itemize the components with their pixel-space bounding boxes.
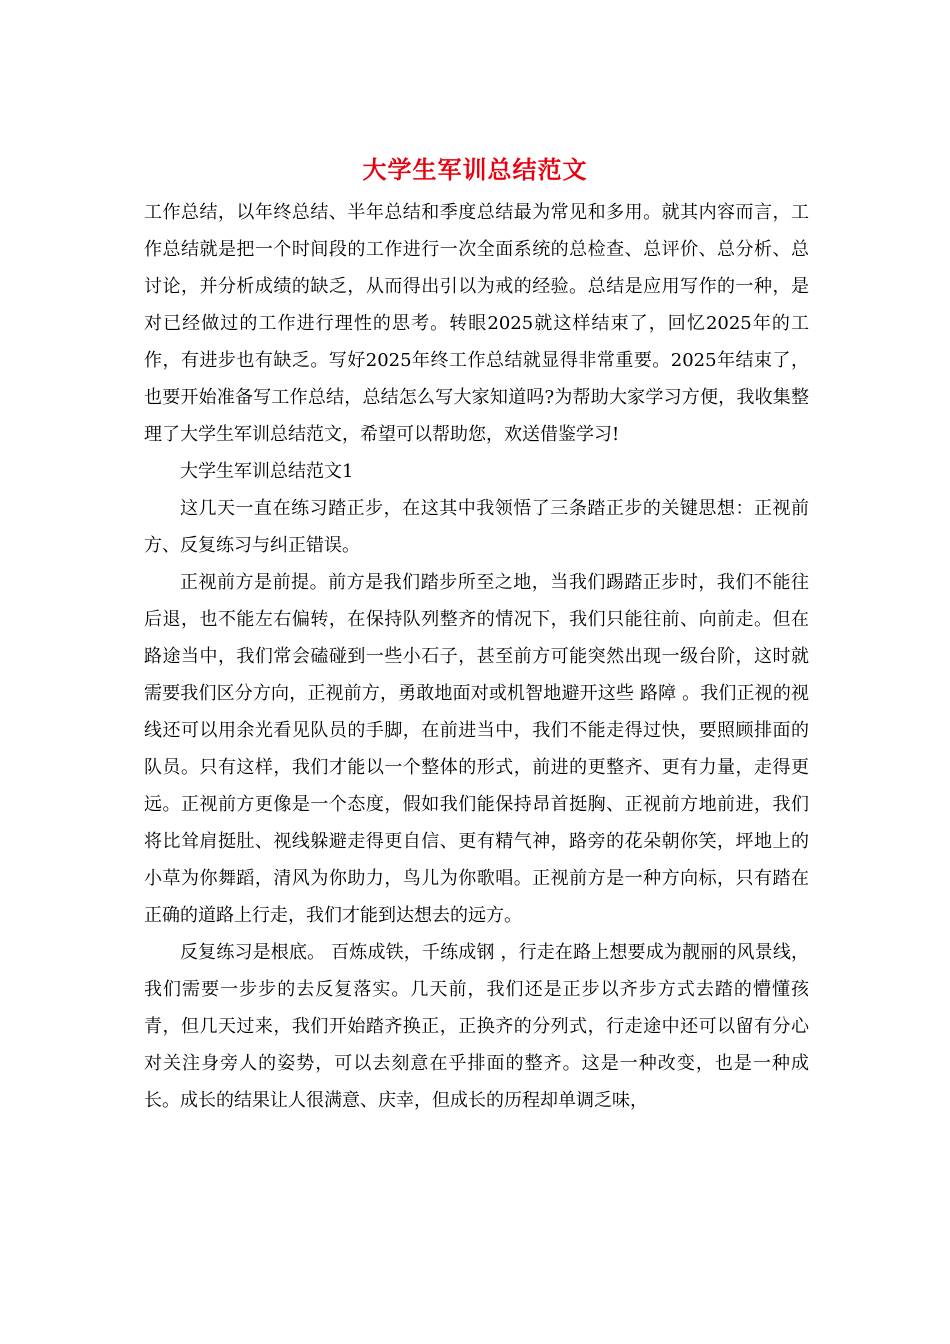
document-body <box>144 194 809 1119</box>
document-title: 大学生军训总结范文 <box>362 155 588 184</box>
body-paragraph-1: 这几天一直在练习踏正步，在这其中我领悟了三条踏正步的关键思想：正视前方、反复练习与纠正错误。 <box>144 498 809 556</box>
body-paragraph-3: 反复练习是根底。 百炼成铁，千练成钢 ，行走在路上想要成为靓丽的风景线，我们需要一步步的去反复落实。几天前，我们还是正步以齐步方式去踏的懵懂孩青，但几天过来，我们开始踏齐换正，正换齐的分列式，行走途中还可以留有分心对关注身旁人的姿势，可以去刻意在乎排面的整齐。这是一种改变，也是一种成长。成长的结果让人很满意、庆幸，但成长的历程却单调乏味， <box>144 942 809 1111</box>
section-heading: 大学生军训总结范文1 <box>180 461 354 482</box>
body-paragraph-2: 正视前方是前提。前方是我们踏步所至之地，当我们踢踏正步时，我们不能往后退，也不能左右偏转，在保持队列整齐的情况下，我们只能往前、向前走。但在路途当中，我们常会磕碰到一些小石子，甚至前方可能突然出现一级台阶，这时就需要我们区分方向，正视前方，勇敢地面对或机智地避开这些 路障 。我们正视的视线还可以用余光看见队员的手脚，在前进当中，我们不能走得过快，要照顾排面的队员。只有这样，我们才能以一个整体的形式，前进的更整齐、更有力量，走得更远。正视前方更像是一个态度，假如我们能保持昂首挺胸、正视前方地前进，我们将比耸肩挺肚、视线躲避走得更自信、更有精气神，路旁的花朵朝你笑，坪地上的小草为你舞蹈，清风为你助力，鸟儿为你歌唱。正视前方是一种方向标，只有踏在正确的道路上行走，我们才能到达想去的远方。 <box>144 572 809 926</box>
intro-paragraph: 工作总结，以年终总结、半年总结和季度总结最为常见和多用。就其内容而言，工作总结就是把一个时间段的工作进行一次全面系统的总检查、总评价、总分析、总讨论，并分析成绩的缺乏，从而得出引以为戒的经验。总结是应用写作的一种，是对已经做过的工作进行理性的思考。转眼2025就这样结束了，回忆2025年的工作，有进步也有缺乏。写好2025年终工作总结就显得非常重要。2025年结束了，也要开始准备写工作总结，总结怎么写大家知道吗?为帮助大家学习方便，我收集整理了大学生军训总结范文，希望可以帮助您，欢送借鉴学习! <box>144 202 809 445</box>
